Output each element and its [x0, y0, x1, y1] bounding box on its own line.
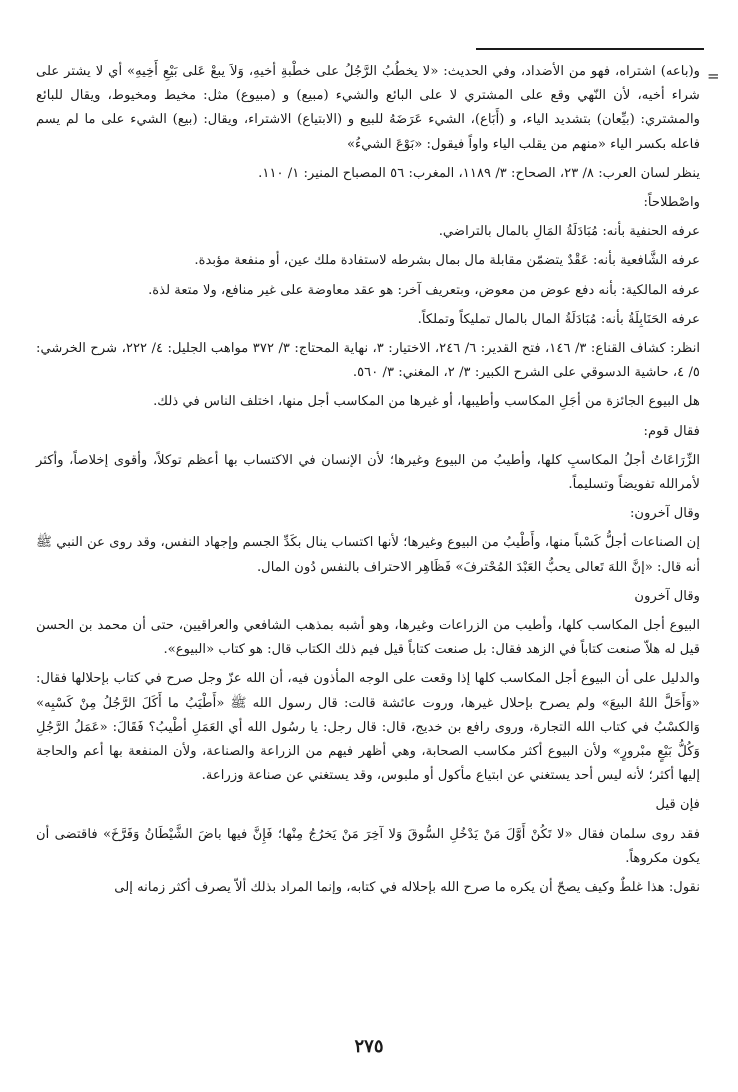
paragraph-second-opinion-heading: وقال آخرون: — [629, 506, 700, 522]
top-rule — [476, 48, 704, 50]
paragraph-lexical-definition: و(باعه) اشتراه، فهو من الأضداد، وفي الحديث: «لا يخطُبُ الرَّجُلُ على خطْبةِ أخيهِ، وَلاَ يبعْ عَلى بَيْعِ أَخِيهِ» أي لا يشتر على شراء أخيه، لأن النّهي وقع على المشتري لا على البائع والشيء (مبيع) و (مبيوع) مثل: مخيط ومخيوط، ويقال للبائع والمشتري: (بيِّعان) بتشديد الياء، و (أَبَاع)، الشيء عَرَضَهُ للبيع و (الابتياع) الاشتراء، ويقال: (بيع) الشيء على ما لم يسم فاعله بكسر الياء «منهم من يقلب الياء واواً فيقول: «بَوْعَ الشيءُ» — [36, 64, 700, 152]
paragraph-first-opinion-heading: فقال قوم: — [643, 423, 700, 439]
paragraph-first-opinion: الزِّرَاعَاتُ أجلُ المكاسبِ كلها، وأطيبُ من البيوع وغيرها؛ لأن الإنسان في الاكتساب بها أعظم توكلاً، وأقوى إخلاصاً، وأكثر لأمرالله تفويضاً وتسليماً. — [36, 452, 700, 493]
paragraph-evidence: والدليل على أن البيوع أجل المكاسب كلها إذا وقعت على الوجه المأذون فيه، أن الله عزّ وجل صرح في كتاب بإحلالها فقال: «وَأَحَلَّ اللهُ البيعَ» ولم يصرح بإحلال غيرها، وروت عائشة قالت: قال رسول الله ﷺ «أَطْيَبُ ما أَكَلَ الرَّجُلُ مِنْ كَسْبِه» وَالكسْبُ في كتاب الله التجارة، وروى رافع بن خديج، قال: قال رجل: يا رسُول الله أي العَمَلِ أطْيبُ؟ فَقَالَ: «عَمَلُ الرَّجُلِ وَكُلُّ بَيْعٍ مبْرورٍ» ولأن البيوع أكثر مكاسب الصحابة، وهي أظهر فيهم من الزراعة والصناعة، ولأن المنفعة بها أعم والحاجة إليها أكثر؛ لأنه ليس أحد يستغني عن ابتياع مأكول أو ملبوس، وقد يستغني عن صناعة وزراعة. — [36, 671, 700, 784]
paragraph-second-opinion: إن الصناعات أجلُّ كَسْباً منها، وأَطْيبُ من البيوع وغيرها؛ لأنها اكتساب ينال بكَدِّ الجسم وإجهاد النفس، وقد روى عن النبي ﷺ أنه قال: «إنَّ اللهَ تَعالى يحبُّ العَبْدَ المُحْترفَ» فَظَاهِر الاحتراف بالنفس دُون المال. — [36, 535, 700, 575]
paragraph-question: هل البيوع الجائزة من أجَلِ المكاسب وأطيبها، أو غيرها من المكاسب أجل منها، اختلف الناس في ذلك. — [153, 394, 700, 410]
page-number: ٢٧٥ — [354, 1036, 384, 1057]
paragraph-technical-heading: واصْطلاحاً: — [643, 195, 700, 211]
paragraph-maliki-definition: عرفه المالكية: بأنه دفع عوض من معوض، وبتعريف آخر: هو عقد معاوضة على غير منافع، ولا متعة لذة. — [148, 282, 700, 298]
continuation-mark: = — [707, 67, 720, 85]
paragraph-hanbali-definition: عرفه الحَنَابِلَةُ بأنه: مُبَادَلَةُ المال بالمال تمليكاً وتملكاً. — [417, 311, 700, 327]
paragraph-objection: فقد روى سلمان فقال «لا تَكُنْ أَوَّلَ مَنْ يَدْخُلِ السُّوقَ وَلا آخِرَ مَنْ يَخرُجُ مِنْها؛ فَإِنَّ فيها باضَ الشَّيْطَانُ وَفَرَّخَ» فاقتضى أن يكون مكروهاً. — [36, 826, 700, 866]
paragraph-third-opinion: البيوع أجل المكاسب كلها، وأطيب من الزراعات وغيرها، وهو أشبه بمذهب الشافعي والعراقيين، حتى أن محمد بن الحسن قيل له هلاّ صنعت كتاباً في الزهد فقال: بل صنعت كتاباً قيل فيم ذلك الكتاب قال: هو كتاب «البيوع». — [36, 618, 700, 658]
paragraph-third-opinion-heading: وقال آخرون — [634, 588, 700, 604]
paragraph-shafii-definition: عرفه الشَّافعية بأنه: عَقْدٌ يتضمّن مقابلة مال بمال بشرطه لاستفادة ملك عين، أو منفعة مؤبدة. — [194, 253, 700, 269]
paragraph-definition-sources: انظر: كشاف القناع: ٣/ ١٤٦، فتح القدير: ٦/ ٢٤٦، الاختيار: ٣، نهاية المحتاج: ٣/ ٣٧٢ مواهب الجليل: ٤/ ٢٢٢، شرح الخرشي: ٥/ ٤، حاشية الدسوقي على الشرح الكبير: ٣/ ٢، المغني: ٣/ ٥٦٠. — [36, 341, 701, 381]
paragraph-objection-heading: فإن قيل — [655, 797, 700, 813]
paragraph-hanafi-definition: عرفه الحنفية بأنه: مُبَادَلَةُ المَالِ بالمال بالتراضي. — [438, 224, 700, 240]
paragraph-response: نقول: هذا غلطٌ وكيف يصحّ أن يكره ما صرح الله بإحلاله في كتابه، وإنما المراد بذلك ألاّ يصرف أكثر زمانه إلى — [114, 880, 700, 896]
main-text — [36, 60, 700, 905]
paragraph-lexical-sources: ينظر لسان العرب: ٨/ ٢٣، الصحاح: ٣/ ١١٨٩، المغرب: ٥٦ المصباح المنير: ١/ ١١٠. — [258, 165, 700, 181]
